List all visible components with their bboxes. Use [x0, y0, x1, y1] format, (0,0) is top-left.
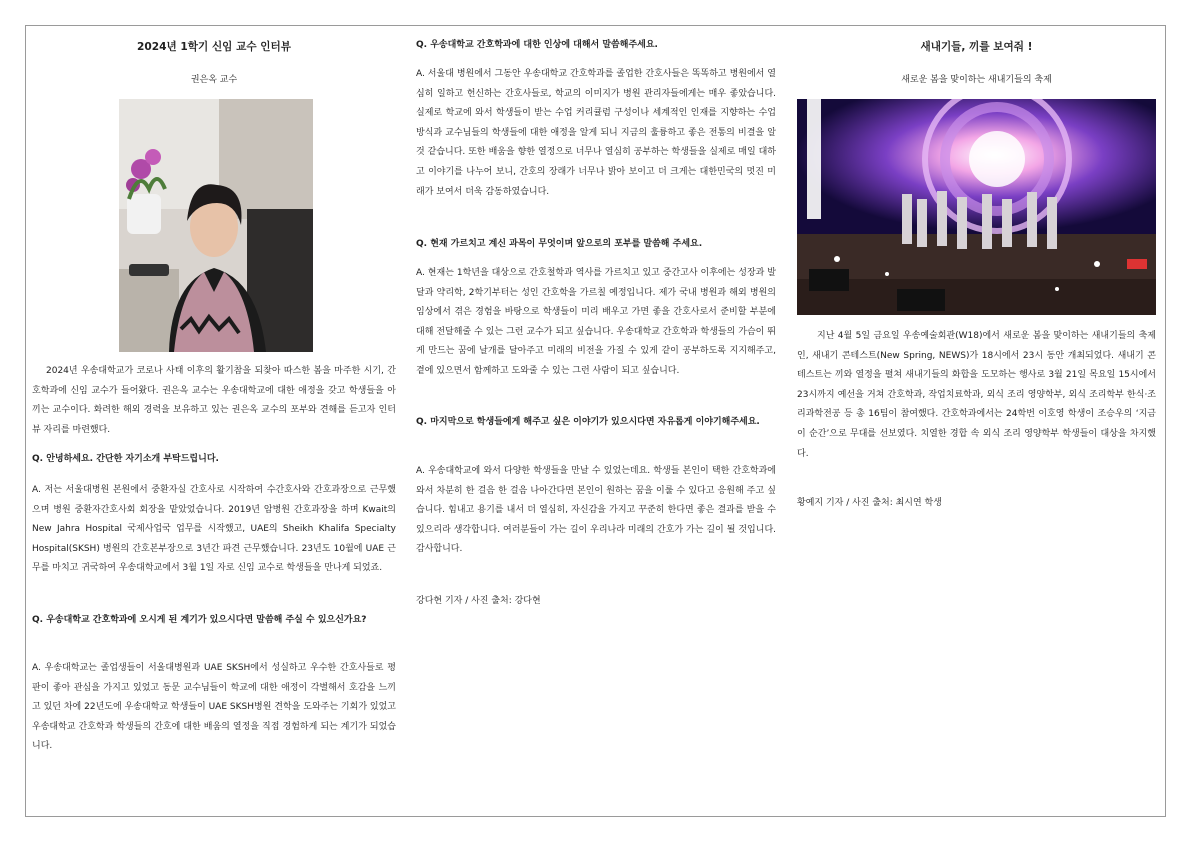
intro-paragraph: 2024년 우송대학교가 코로나 사태 이후의 활기참을 되찾아 따스한 봄을 마주한 시기, 간호학과에 신임 교수가 들어왔다. 권은옥 교수는 우송대학교에 대한 애정을 갖고 학생들을 아끼는 교수이다. 화려한 해외 경력을 보유하고 있는 권은옥 교수의 포부와 견해를 듣고자 인터뷰 자리를 마련했다.	[32, 366, 396, 435]
answer-4: A. 현재는 1학년을 대상으로 간호철학과 역사를 가르치고 있고 중간고사 이후에는 성장과 발달과 약리학, 2학기부터는 성인 간호학을 가르칠 예정입니다. 제가 국내 병원과 해외 병원의 임상에서 겪은 경험을 바탕으로 학생들이 미리 배우고 가면 좋을 간호사로서 준비할 부분에 대해 전달해줄 수 있는 그런 교수가 되고 싶습니다. 우송대학교 간호학과 학생들의 가슴이 뛰게 만드는 꿈에 날개를 달아주고 미래의 비전을 가질 수 있게 같이 공부하도록 지지해주고, 곁에 있으면서 함께하고 도와줄 수 있는 그런 사람이 되고 싶습니다.	[416, 268, 776, 376]
article2-title: 새내기들, 끼를 보여줘 !	[920, 41, 1033, 53]
article-author: 권은옥 교수	[190, 75, 238, 85]
professor-portrait-photo	[119, 99, 313, 352]
question-5: Q. 마지막으로 학생들에게 해주고 싶은 이야기가 있으시다면 자유롭게 이야기해주세요.	[416, 417, 760, 427]
article2-subtitle: 새로운 봄을 맞이하는 새내기들의 축제	[901, 75, 1052, 85]
festival-body: 지난 4월 5일 금요일 우송예술회관(W18)에서 새로운 봄을 맞이하는 새내기들의 축제인, 새내기 콘테스트(New Spring, NEWS)가 18시에서 23시 동안 개최되었다. 새내기 콘테스트는 끼와 열정을 펼쳐 새내기들의 화합을 도모하는 행사로 3월 21일 목요일 15시에서 23시까지 예선을 거쳐 간호학과, 작업치료학과, 외식 조리 영양학부, 외식 조리학부 한식·조리과학전공 등 총 16팀이 참여했다. 간호학과에서는 24학번 이호영 학생이 조승우의 ‘지금 이 순간’으로 무대를 선보였다. 치열한 경합 속 외식 조리 영양학부 학생들이 대상을 차지했다.	[797, 331, 1156, 459]
answer-2: A. 우송대학교는 졸업생들이 서울대병원과 UAE SKSH에서 성실하고 우수한 간호사들로 평판이 좋아 관심을 가지고 있었고 동문 교수님들이 학교에 대한 애정이 각별해서 호감을 느끼고 있던 차에 22년도에 우송대학교 학생들이 UAE SKSH병원 견학을 도와주는 기회가 있었고 우송대학교 간호학과 학생들의 간호에 대한 배움의 열정을 직접 경험하게 되는 계기가 되었습니다.	[32, 663, 396, 752]
stage-festival-photo	[797, 99, 1156, 315]
question-4: Q. 현재 가르치고 계신 과목이 무엇이며 앞으로의 포부를 말씀해 주세요.	[416, 239, 703, 249]
article1-credit: 강다현 기자 / 사진 출처: 강다현	[416, 596, 541, 606]
answer-5: A. 우송대학교에 와서 다양한 학생들을 만날 수 있었는데요. 학생들 본인이 택한 간호학과에 와서 차분히 한 걸음 한 걸음 나아간다면 본인이 원하는 꿈을 이룰 수 있다고 응원해 주고 싶습니다. 힘내고 용기를 내서 더 열심히, 자신감을 가지고 꾸준히 한다면 좋은 결과를 받을 수 있으리라 생각합니다. 여러분들이 가는 길이 우리나라 미래의 간호가 가는 길이 될 것입니다. 감사합니다.	[416, 466, 776, 555]
question-3: Q. 우송대학교 간호학과에 대한 인상에 대해서 말씀해주세요.	[416, 40, 658, 50]
question-2: Q. 우송대학교 간호학과에 오시게 된 계기가 있으시다면 말씀해 주실 수 있으신가요?	[32, 615, 367, 625]
answer-3: A. 서울대 병원에서 그동안 우송대학교 간호학과를 졸업한 간호사들은 똑똑하고 병원에서 열심히 일하고 헌신하는 간호사들로, 학교의 이미지가 병원 관리자들에게는 매우 좋았습니다. 실제로 학교에 와서 학생들이 받는 수업 커리큘럼 구성이나 세계적인 인재를 지향하는 수업 방식과 교수님들의 학생들에 대한 애정을 알게 되니 지금의 훌륭하고 좋은 전통의 비결을 알 것 같습니다. 또한 배움을 향한 열정으로 너무나 열심히 공부하는 학생들을 실제로 매일 대하고 이야기를 나누어 보니, 간호의 장래가 너무나 밝아 보이고 더 크게는 대한민국의 멋진 미래가 보여서 더욱 감동하였습니다.	[416, 69, 776, 197]
answer-1: A. 저는 서울대병원 본원에서 중환자실 간호사로 시작하여 수간호사와 간호과장으로 근무했으며 병원 중환자간호사회 회장을 맡았었습니다. 2019년 암병원 간호과장을 하며 Kwait의 New Jahra Hospital 국제사업국 업무를 시작했고, UAE의 Sheikh Khalifa Specialty Hospital(SKSH) 병원의 간호본부장으로 3년간 파견 근무했습니다. 23년도 10월에 UAE 근무를 마치고 귀국하여 우송대학교에서 3월 1일 자로 신임 교수로 학생들을 만나게 되었죠.	[32, 485, 396, 574]
article2-credit: 황예지 기자 / 사진 출처: 최시연 학생	[797, 498, 942, 508]
question-1: Q. 안녕하세요. 간단한 자기소개 부탁드립니다.	[32, 454, 219, 464]
portrait-image	[119, 99, 313, 352]
festival-image	[797, 99, 1156, 315]
article-title: 2024년 1학기 신임 교수 인터뷰	[137, 41, 291, 53]
